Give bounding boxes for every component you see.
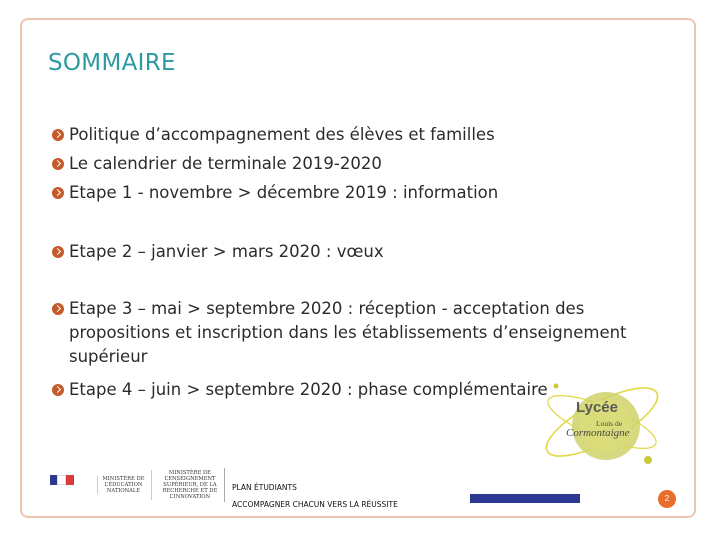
arrow-circle-right-icon <box>52 246 64 258</box>
bullet-item <box>52 240 692 264</box>
bullet-text: Etape 2 – janvier > mars 2020 : vœux <box>69 242 384 261</box>
bullet-item <box>52 152 692 176</box>
plan-title: PLAN ÉTUDIANTS <box>232 483 297 492</box>
bullet-item <box>52 123 692 147</box>
logo-line3: Cormontaigne <box>566 427 630 439</box>
page-number: 2 <box>658 490 676 508</box>
bullet-text: Etape 4 – juin > septembre 2020 : phase complémentaire <box>69 380 548 399</box>
plan-subtitle: ACCOMPAGNER CHACUN VERS LA RÉUSSITE <box>232 500 398 509</box>
arrow-circle-right-icon <box>52 158 64 170</box>
lycee-logo <box>540 372 680 468</box>
bullet-item <box>52 297 682 369</box>
bullet-text: Le calendrier de terminale 2019-2020 <box>69 154 382 173</box>
marianne-logo <box>44 475 79 495</box>
plan-etudiants <box>232 482 398 516</box>
bullet-text: Etape 3 – mai > septembre 2020 : réception - acceptation des propositions et inscription dans les établissements d’enseignement supérieur <box>69 299 627 366</box>
arrow-circle-right-icon <box>52 303 64 315</box>
arrow-circle-right-icon <box>52 129 64 141</box>
arrow-circle-right-icon <box>52 187 64 199</box>
bullet-text: Politique d’accompagnement des élèves et familles <box>69 125 495 144</box>
footer-bar <box>470 494 580 503</box>
logo-line1: Lycée <box>576 399 618 416</box>
slide-title: SOMMAIRE <box>48 50 176 76</box>
ministry-higher-education: MINISTÈRE DE L’ENSEIGNEMENT SUPÉRIEUR, DE LA RECHERCHE ET DE L’INNOVATION <box>151 470 224 500</box>
bullet-item <box>52 181 692 205</box>
ministry-education: MINISTÈRE DE L’ÉDUCATION NATIONALE <box>97 476 145 494</box>
logo-line2: Louis de <box>596 419 623 428</box>
arrow-circle-right-icon <box>52 384 64 396</box>
bullet-text: Etape 1 - novembre > décembre 2019 : information <box>69 183 499 202</box>
ministry-logos <box>40 468 225 502</box>
